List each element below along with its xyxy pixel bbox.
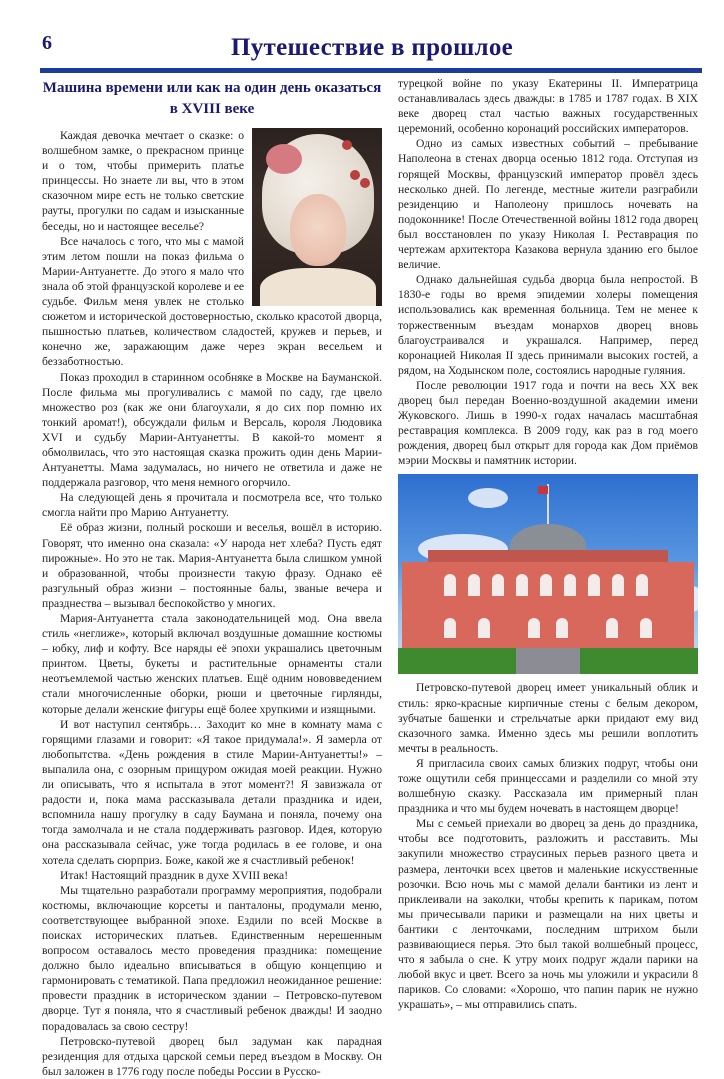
window-shape xyxy=(556,618,568,638)
window-shape xyxy=(636,574,648,596)
cloud-shape xyxy=(468,488,508,508)
window-shape xyxy=(478,618,490,638)
window-shape xyxy=(516,574,528,596)
face-shape xyxy=(290,194,346,266)
paragraph: После революции 1917 года и почти на весь XX век дворец был передан Военно-воздушной академии имени Жуковского. Лишь в 1990-х годах началась масштабная реставрация комплекса. В 2009 году, как раз в год моего рождения, дворец был открыт для города как Дом приёмов мэрии Москвы и памятник истории. xyxy=(398,378,698,468)
window-shape xyxy=(540,574,552,596)
paragraph: турецкой войне по указу Екатерины II. Императрица останавливалась здесь дважды: в 1785 и 1787 годах. В XIX веке дворец стал частью важных государственных церемоний, особенно коронаций российских императоров. xyxy=(398,77,698,136)
window-shape xyxy=(528,618,540,638)
article-headline: Машина времени или как на один день оказаться в XVIII веке xyxy=(42,80,382,117)
rose-shape xyxy=(360,178,370,188)
feather-shape xyxy=(266,144,302,174)
dress-shape xyxy=(260,268,376,306)
window-shape xyxy=(444,618,456,638)
paragraph: Каждая девочка мечтает о сказке: о волшебном замке, о прекрасном принце и о том, чтобы примерить платье принцессы. Но знаете ли вы, что в этом сказочном мире есть не только светские рауты, прогулки по садам и изысканные беседы, но и настоящее веселье? xyxy=(42,129,244,233)
rose-shape xyxy=(350,170,360,180)
page-number: 6 xyxy=(42,32,52,54)
flag-shape xyxy=(538,486,548,494)
page-title: Путешествие в прошлое xyxy=(230,34,514,61)
paragraph: Мы с семьей приехали во дворец за день до праздника, чтобы все подготовить, разложить и расставить. Мы закупили множество страусиных перьев разного цвета и размера, ленточки всех цветов и маленькие искусственные розочки. Всю ночь мы с мамой делали бантики из лент и приклеивали на заколки, чтобы крепить к парикам, потом мы причесывали парики и размещали на них цветы и бантики с ленточками, последним штрихом были развивающиеся перья. Это был такой волшебный процесс, что я забыла о сне. К утру моих подруг ждали парики на любой вкус и цвет. Всего за ночь мы уложили и украсили 8 париков. Со словами: «Хорошо, что папин парик не нужно украшать», – мы отправились спать. xyxy=(398,817,698,1012)
paragraph: Итак! Настоящий праздник в духе XVIII века! xyxy=(60,868,289,882)
paragraph: Петровско-путевой дворец был задуман как парадная резиденция для отдыха царской семьи перед въездом в Москву. Он был заложен в 1776 году после победы России в Русско- xyxy=(42,1034,382,1078)
paragraph: Показ проходил в старинном особняке в Москве на Бауманской. После фильма мы прогуливались с мамой по саду, где цвело множество роз (как же они благоухали, я до сих пор помню их тонкий аромат!), обсуждали фильм и Версаль, короля Людовика XVI и судьбу Марии-Антуанетты. В какой-то момент я обмолвилась, что это настоящая сказка прожить один день Марии-Антуанетты. Мама задумалась, но ничего не ответила и даже не поддержала разговор, что меня немного огорчило. xyxy=(42,370,382,490)
window-shape xyxy=(640,618,652,638)
window-shape xyxy=(606,618,618,638)
paragraph: Мы тщательно разработали программу мероприятия, подобрали костюмы, включающие корсеты и панталоны, продумали меню, соответствующее выбранной эпохе. Ездили по всей Москве в поисках исторических платьев. Единственным нерешенным вопросом оставалось место проведения праздника: помещение должно было идеально вписываться в общую концепцию и гармонировать с тематикой. Папа предложил неожиданное решение: провести праздник в историческом здании – Петровско-путевом дворце. Тут я поняла, что я счастливый ребенок дважды! И заодно порадовалась за свою сестру! xyxy=(42,883,382,1033)
window-shape xyxy=(588,574,600,596)
paragraph: На следующей день я прочитала и посмотрела все, что только смогла найти про Марию Антуанетту. xyxy=(42,491,382,520)
header-rule xyxy=(40,68,702,73)
paragraph: Все началось с того, что мы с мамой этим летом пошли на показ фильма о Марии-Антуанетте. До этого я мало что знала об этой французской королеве и ее судьбе. Фильм меня увлек не столько сюжетом и исторической достоверностью, сколько красотой дворца, пышностью платьев, количеством сладостей, кружев и перьев, и конечно же, заражающим даже через экран весельем и беззаботностью. xyxy=(42,234,382,369)
window-shape xyxy=(564,574,576,596)
paragraph: Мария-Антуанетта стала законодательницей мод. Она ввела стиль «неглиже», который включал воздушные домашние костюмы – юбку, лиф и кофту. Все наряды её эпохи украшались цветочным принтом. Цветы, букеты и растительные орнаменты стали неотъемлемой частью женских платьев. Ещё одним нововведением стали многочисленные оборки, рюши и цветочные гирлянды, которые делали женские фигуры ещё более хрупкими и изящными. xyxy=(42,612,382,716)
rose-shape xyxy=(342,140,352,150)
paragraph: Я пригласила своих самых близких подруг, чтобы они тоже ощутили себя принцессами и разделили со мной эту волшебную сказку. Рассказала им примерный план праздника и что мы будем ночевать в настоящем дворце! xyxy=(398,756,698,816)
window-shape xyxy=(612,574,624,596)
path-shape xyxy=(516,648,580,674)
paragraph: И вот наступил сентябрь… Заходит ко мне в комнату мама с горящими глазами и говорит: «Я такое придумала!». Я замерла от любопытства. «День рождения в стиле Марии-Антуанетты!» – выпалила она, с озорным прищуром ожидая моей реакции. Нужно ли описывать, что я испытала в этот момент?! Я завизжала от радости и, пока мама рассказывала детали праздника и идеи, вспомнила нашу прогулку в саду Баумана и поняла, почему она тогда замолчала и не стала поддерживать разговор. Идея, которую она рассказывала сейчас, уже тогда родилась в ее голове, и она хотела сделать сюрприз. Боже, какой же я счастливый ребенок! xyxy=(42,717,382,867)
photo-marie-antoinette-costume xyxy=(252,128,382,306)
photo-petrovsky-palace xyxy=(398,474,698,674)
left-column xyxy=(42,76,382,1079)
window-shape xyxy=(444,574,456,596)
paragraph: Её образ жизни, полный роскоши и веселья, вошёл в историю. Говорят, что именно она сказала: «У народа нет хлеба? Пусть едят пирожные». Но это не так. Мария-Антуанетта была слишком умной и образованной, чтобы произнести такую фразу. Однако её разгульный образ жизни – постоянные балы, званые вечера и празднества – вызывал беспокойство у многих. xyxy=(42,521,382,610)
paragraph: Одно из самых известных событий – пребывание Наполеона в стенах дворца осенью 1812 года. Отступая из горящей Москвы, французский император провёл здесь несколько дней. По легенде, местные жители разграбили резиденцию и Наполеону пришлось ночевать на подоконнике! После Отечественной войны 1812 года дворец был восстановлен по указу Николая I. Реставрация по чертежам архитектора Казакова вернула зданию его былое величие. xyxy=(398,137,698,272)
paragraph: Однако дальнейшая судьба дворца была непростой. В 1830-е годы во время эпидемии холеры помещения использовались как временная больница. Тем не менее к торжественным въездам монархов дворец вновь благоустраивался и украшался. Например, перед коронацией Николая II здесь принимали высоких гостей, а рядом, на Ходынском поле, состоялись народные гуляния. xyxy=(398,273,698,377)
paragraph: Петровско-путевой дворец имеет уникальный облик и стиль: ярко-красные кирпичные стены с белым декором, зубчатые башенки и стрельчатые арки придают ему вид сказочного замка. Именно здесь мы решили воплотить мечты в реальность. xyxy=(398,681,698,755)
right-column xyxy=(398,76,698,1013)
window-shape xyxy=(468,574,480,596)
window-shape xyxy=(492,574,504,596)
